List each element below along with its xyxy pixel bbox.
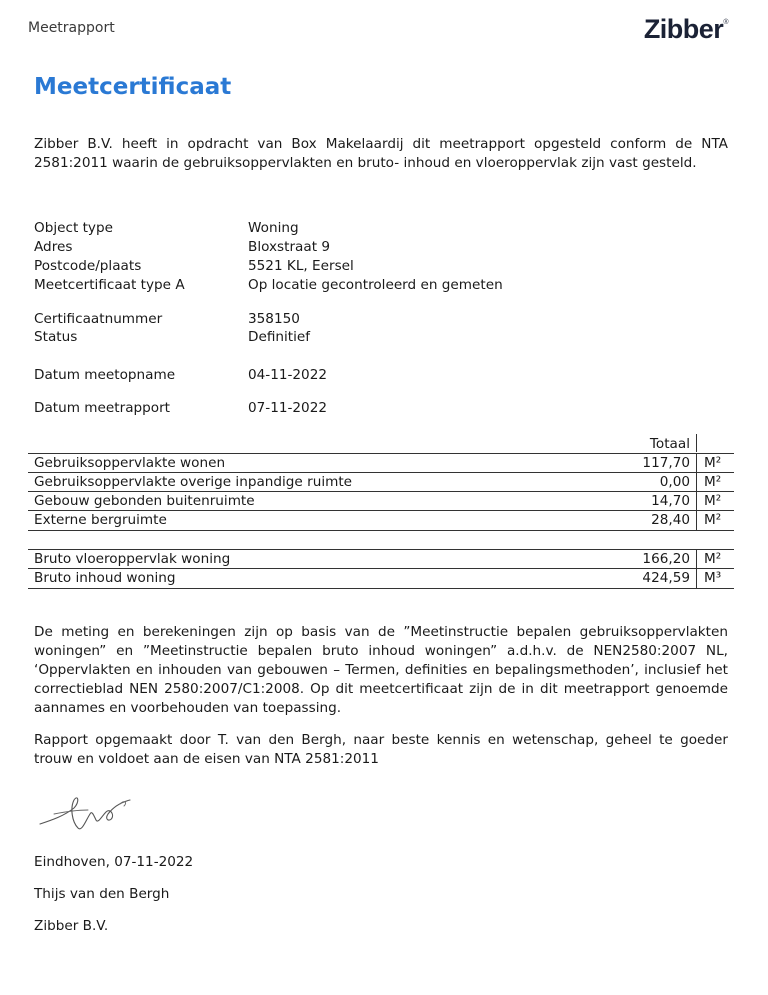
row-value: 424,59 bbox=[642, 570, 690, 586]
table-row-total bbox=[28, 568, 734, 589]
table-header-total: Totaal bbox=[649, 436, 690, 452]
row-label: Externe bergruimte bbox=[34, 512, 167, 528]
property-label: Adres bbox=[34, 239, 73, 255]
table-divider bbox=[696, 550, 697, 569]
row-value: 0,00 bbox=[659, 474, 690, 490]
property-value: Woning bbox=[248, 220, 299, 236]
row-label: Gebruiksoppervlakte wonen bbox=[34, 455, 226, 471]
property-label: Datum meetopname bbox=[34, 367, 176, 383]
table-row bbox=[28, 510, 734, 531]
company-name: Zibber B.V. bbox=[34, 918, 109, 934]
page-title: Meetcertificaat bbox=[34, 74, 232, 100]
property-value: Op locatie gecontroleerd en gemeten bbox=[248, 277, 503, 293]
row-value: 28,40 bbox=[651, 512, 690, 528]
table-row bbox=[28, 453, 734, 473]
property-value: 04-11-2022 bbox=[248, 367, 328, 383]
row-unit: M² bbox=[704, 474, 722, 490]
table-divider bbox=[696, 434, 697, 452]
property-label: Object type bbox=[34, 220, 113, 236]
property-label: Meetcertificaat type A bbox=[34, 277, 185, 293]
place-date: Eindhoven, 07-11-2022 bbox=[34, 854, 194, 870]
property-label: Certificaatnummer bbox=[34, 311, 163, 327]
row-unit: M² bbox=[704, 512, 722, 528]
property-value: 07-11-2022 bbox=[248, 400, 328, 416]
property-value: Definitief bbox=[248, 329, 311, 345]
property-value: Bloxstraat 9 bbox=[248, 239, 331, 255]
row-unit: M² bbox=[704, 455, 722, 471]
row-value: 166,20 bbox=[642, 551, 690, 567]
report-label: Meetrapport bbox=[28, 20, 115, 36]
row-label: Bruto vloeroppervlak woning bbox=[34, 551, 231, 567]
table-divider bbox=[696, 492, 697, 511]
row-label: Bruto inhoud woning bbox=[34, 570, 176, 586]
row-label: Gebruiksoppervlakte overige inpandige ruimte bbox=[34, 474, 353, 490]
methodology-text: De meting en berekeningen zijn op basis van de ”Meetinstructie bepalen gebruiksoppervlakten woningen” en ”Meetinstructie bepalen bruto inhoud woningen” a.d.h.v. de NEN2580:2007 NL, ‘Oppervlakten en inhouden van gebouwen – Termen, definities en bepalingsmethoden’, inclusief het correctieblad NEN 2580:2007/C1:2008. Op dit meetcertificaat zijn de in dit meetrapport genoemde aannames en voorbehouden van toepassing. bbox=[34, 624, 728, 716]
intro-text: Zibber B.V. heeft in opdracht van Box Makelaardij dit meetrapport opgesteld conform de NTA 2581:2011 waarin de gebruiksoppervlakten en bruto- inhoud en vloeroppervlak zijn vast gesteld. bbox=[34, 136, 728, 171]
table-divider bbox=[696, 569, 697, 588]
table-row bbox=[28, 472, 734, 492]
signatory-name: Thijs van den Bergh bbox=[34, 886, 170, 902]
table-row-total bbox=[28, 549, 734, 569]
property-label: Postcode/plaats bbox=[34, 258, 142, 274]
property-label: Datum meetrapport bbox=[34, 400, 171, 416]
property-value: 5521 KL, Eersel bbox=[248, 258, 354, 274]
row-label: Gebouw gebonden buitenruimte bbox=[34, 493, 255, 509]
table-divider bbox=[696, 473, 697, 492]
zibber-logo: Zibber® bbox=[643, 14, 728, 44]
row-unit: M³ bbox=[704, 570, 722, 586]
signature-image bbox=[34, 780, 144, 840]
property-label: Status bbox=[34, 329, 78, 345]
row-unit: M² bbox=[704, 493, 722, 509]
row-value: 117,70 bbox=[642, 455, 690, 471]
row-value: 14,70 bbox=[651, 493, 690, 509]
row-unit: M² bbox=[704, 551, 722, 567]
table-row bbox=[28, 491, 734, 511]
table-divider bbox=[696, 511, 697, 530]
property-value: 358150 bbox=[248, 311, 300, 327]
declaration-text: Rapport opgemaakt door T. van den Bergh, naar beste kennis en wetenschap, geheel te goeder trouw en voldoet aan de eisen van NTA 2581:2011 bbox=[34, 732, 728, 767]
table-divider bbox=[696, 454, 697, 473]
